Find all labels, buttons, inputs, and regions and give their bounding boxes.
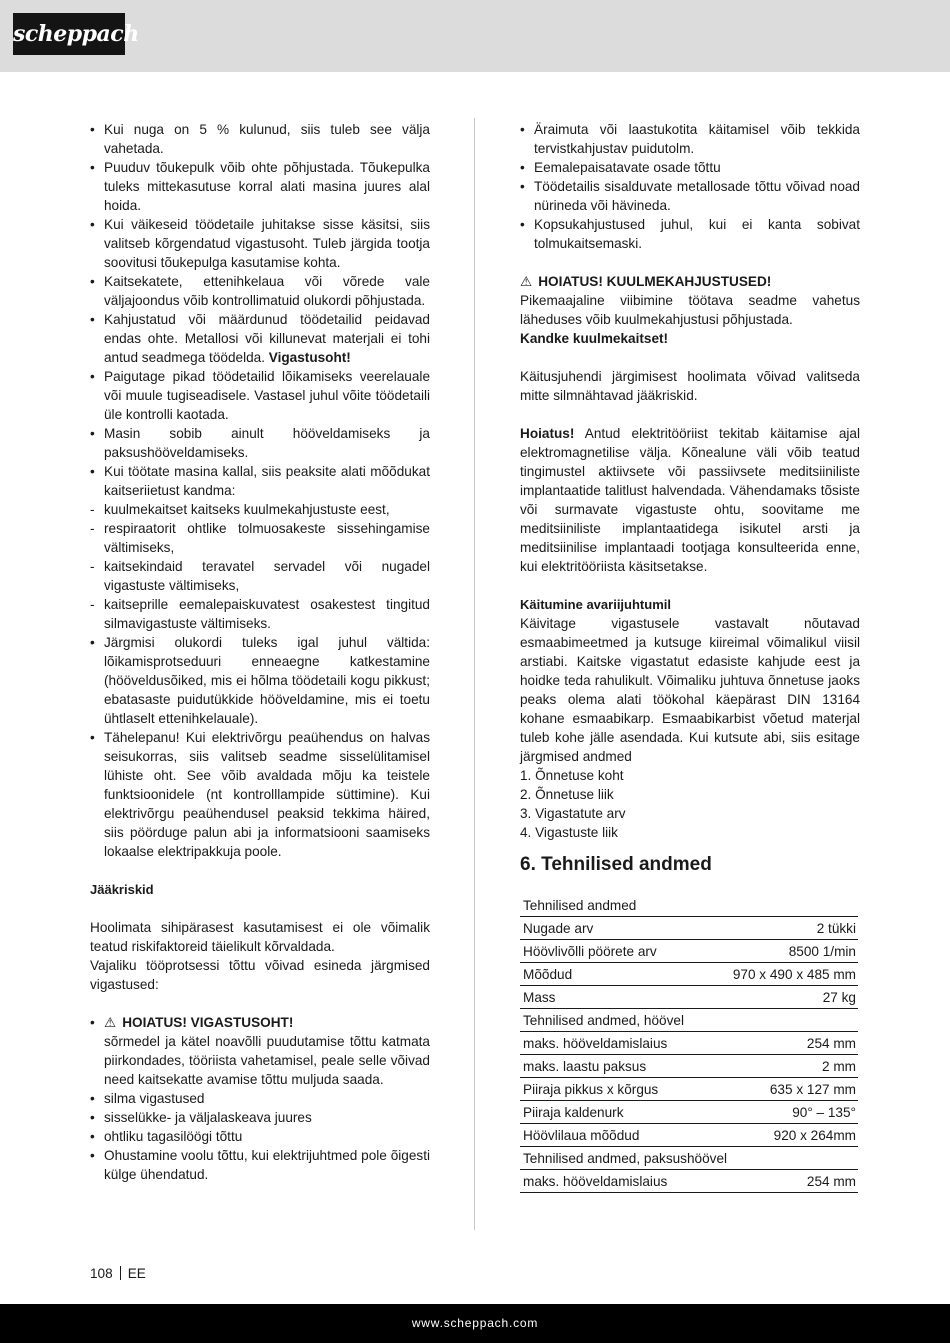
scheppach-logo: scheppach	[13, 13, 125, 55]
spec-value	[730, 1147, 858, 1170]
list-item: • Eemalepaisatavate osade tõttu	[520, 158, 860, 177]
spec-label: Tehnilised andmed, höövel	[520, 1009, 730, 1032]
list-item	[90, 310, 430, 367]
electromagnetic-warning	[520, 424, 860, 576]
separator	[120, 1266, 121, 1280]
list-item: - kaitsekindaid teravatel servadel või nugadel vigastuste vältimiseks,	[90, 557, 430, 595]
list-item-text: Kahjustatud või määrdunud töödetailid peidavad endas ohte. Metallosi või killunevat materjali ei tohi antud seadmega töödelda.	[104, 312, 430, 365]
table-row	[520, 1032, 858, 1055]
table-row	[520, 1009, 858, 1032]
table-row	[520, 1101, 858, 1124]
emergency-heading: Käitumine avariijuhtumil	[520, 597, 671, 612]
list-item: • Töödetailis sisalduvate metallosade tõttu võivad noad nürineda või hävineda.	[520, 177, 860, 215]
page-header	[0, 0, 950, 72]
spec-label: maks. hööveldamislaius	[520, 1170, 730, 1193]
list-item: • ohtliku tagasilöögi tõttu	[90, 1127, 430, 1146]
warning-triangle-icon: ⚠	[104, 1015, 117, 1030]
spec-label: Mõõdud	[520, 963, 730, 986]
table-row	[520, 1055, 858, 1078]
list-item: 3. Vigastatute arv	[520, 806, 626, 821]
list-item: • Tähelepanu! Kui elektrivõrgu peaühendus on halvas seisukorras, siis valitseb seadme sisselülitamisel lühiste oht. See võib avaldada mõju ka teistele funktsioonidele (nt kontrolllampide süttimine). Kui elektrivõrgu peaühendusel peaksid tekkima häired, siis pöörduge palun abi ja informatsiooni saamiseks lokaalse elektripakkuja poole.	[90, 728, 430, 861]
list-item: 4. Vigastuste liik	[520, 825, 618, 840]
page-footer-number	[90, 1266, 146, 1281]
list-item: • Paigutage pikad töödetailid lõikamiseks veerelauale või muule tugiseadisele. Vastasel juhul võite töödetaili üle kontrolli kaotada.	[90, 367, 430, 424]
table-row	[520, 1147, 858, 1170]
list-item-text: Kui töötate masina kallal, siis peaksite alati mõõdukat kaitseriietust kandma:	[104, 464, 430, 498]
manual-note: Käitusjuhendi järgimisest hoolimata võivad valitseda mitte silmnähtavad jääkriskid.	[520, 369, 860, 403]
table-row	[520, 940, 858, 963]
list-item: • Äraimuta või laastukotita käitamisel võib tekkida tervistkahjustav puidutolm.	[520, 120, 860, 158]
spec-label: Piiraja pikkus x kõrgus	[520, 1078, 730, 1101]
list-item: - respiraatorit ohtlike tolmuosakeste sissehingamise vältimiseks,	[90, 519, 430, 557]
page-footer	[0, 1304, 950, 1343]
residual-risks-text-2: Vajaliku tööprotsessi tõttu võivad esineda järgmised vigastused:	[90, 958, 430, 992]
hearing-warning-text: Pikemaajaline viibimine töötava seadme vahetus läheduses võib kuulmekahjustusi põhjustada.	[520, 293, 860, 327]
technical-data-table	[520, 894, 858, 1193]
residual-risks-list	[90, 1013, 430, 1184]
spec-label: Mass	[520, 986, 730, 1009]
list-item: • Puuduv tõukepulk võib ohte põhjustada. Tõukepulka tuleks mittekasutuse korral alati masina juures alal hoida.	[90, 158, 430, 215]
emergency-info-list	[520, 766, 860, 842]
column-divider	[474, 118, 475, 1230]
spec-value: 8500 1/min	[730, 940, 858, 963]
safety-bullet-list-2	[90, 633, 430, 861]
emergency-text: Käivitage vigastusele vastavalt nõutavad esmaabimeetmed ja kutsuge kiireimal võimalikul viisil arstiabi. Kaitske vigastatut edasiste kahjude eest ja hoidke teda rahulikult. Võimaliku juhtuva õnnetuse jaoks peaks olema alati töökohal käepärast DIN 13164 kohane esmaabikarp. Esmaabikarbist võetud materjal tuleb kohe jälle asendada. Kui kutsute abi, siis esitage järgmised andmed	[520, 616, 860, 764]
language-code: EE	[127, 1266, 146, 1281]
spec-label: Tehnilised andmed	[520, 894, 730, 917]
list-item: • Kui väikeseid töödetaile juhitakse sisse käsitsi, siis valitseb kõrgendatud vigastusoht. Tuleb järgida tootja soovitusi tõukepulga kasutamise kohta.	[90, 215, 430, 272]
list-item: • Kui nuga on 5 % kulunud, siis tuleb see välja vahetada.	[90, 120, 430, 158]
list-item: - kuulmekaitset kaitseks kuulmekahjustuste eest,	[90, 500, 430, 519]
list-item	[90, 1013, 430, 1089]
table-row	[520, 1124, 858, 1147]
warning-title-text: HOIATUS! VIGASTUSOHT!	[122, 1015, 294, 1030]
spec-value: 254 mm	[730, 1032, 858, 1055]
spec-label: maks. laastu paksus	[520, 1055, 730, 1078]
spec-value: 254 mm	[730, 1170, 858, 1193]
list-item	[90, 462, 430, 500]
spec-value: 2 mm	[730, 1055, 858, 1078]
list-item: • Kaitsekatete, ettenihkelaua või võrede vale väljajoondus võib kontrollimatuid olukordi põhjustada.	[90, 272, 430, 310]
injury-warning-text: sõrmedel ja kätel noavõlli puudutamise tõttu katmata piirkondades, tööriista vahetamisel, peale selle võivad need kaitsekatte avamise tõttu muljuda saada.	[104, 1034, 430, 1087]
spec-value: 970 x 490 x 485 mm	[730, 963, 858, 986]
spec-value: 920 x 264mm	[730, 1124, 858, 1147]
list-item: • Ohustamine voolu tõttu, kui elektrijuhtmed pole õigesti külge ühendatud.	[90, 1146, 430, 1184]
spec-label: Höövlilaua mõõdud	[520, 1124, 730, 1147]
list-item: • Kopsukahjustused juhul, kui ei kanta sobivat tolmukaitsemaski.	[520, 215, 860, 253]
list-item: 1. Õnnetuse koht	[520, 768, 624, 783]
spec-label: maks. hööveldamislaius	[520, 1032, 730, 1055]
list-item: • silma vigastused	[90, 1089, 430, 1108]
warning-title-text: HOIATUS! KUULMEKAHJUSTUSED!	[538, 274, 772, 289]
right-column	[520, 120, 860, 1193]
warning-triangle-icon: ⚠	[520, 274, 533, 289]
list-item: • Järgmisi olukordi tuleks igal juhul vältida: lõikamisprotseduuri enneaegne katkestamine (hööveldusõiked, mis ei hõlma töödetaili kogu pikkust; ebatasaste puidutükkide hööveldamine, mis ei toetu ühtlaselt ettenihkelauale).	[90, 633, 430, 728]
spec-label: Nugade arv	[520, 917, 730, 940]
section-title: 6. Tehnilised andmed	[520, 854, 712, 875]
em-warning-text: Antud elektritööriist tekitab käitamise ajal elektromagnetilise välja. Kõnealune väli võib teatud tingimustel aktiivsete või passiivsete meditsiiniliste implantaatide talitlust halvendada. Vähendamaks tõsiste või surmavate vigastuste ohtu, soovitame me meditsiiniliste implantaatidega isikutel arsti ja meditsiinilise implantaadi tootjaga konsulteerida enne, kui elektritööriista käsitsetakse.	[520, 426, 860, 574]
residual-risks-heading: Jääkriskid	[90, 882, 154, 897]
spec-value: 27 kg	[730, 986, 858, 1009]
residual-risks-text: Hoolimata sihipärasest kasutamisest ei ole võimalik teatud riskifaktoreid täielikult kõrvaldada.	[90, 920, 430, 954]
table-row	[520, 917, 858, 940]
safety-bullet-list	[90, 120, 430, 500]
spec-label: Höövlivõlli pöörete arv	[520, 940, 730, 963]
hearing-protection-note: Kandke kuulmekaitset!	[520, 331, 669, 346]
list-item: • Masin sobib ainult hööveldamiseks ja paksushööveldamiseks.	[90, 424, 430, 462]
list-item: • sisselükke- ja väljalaskeava juures	[90, 1108, 430, 1127]
list-item: - kaitseprille eemalepaiskuvatest osakestest tingitud silmavigastuste vältimiseks.	[90, 595, 430, 633]
em-warning-label: Hoiatus!	[520, 426, 575, 441]
spec-label: Piiraja kaldenurk	[520, 1101, 730, 1124]
page-number: 108	[90, 1266, 113, 1281]
table-row	[520, 986, 858, 1009]
spec-value	[730, 894, 858, 917]
injury-warning-title	[104, 1013, 430, 1032]
table-row	[520, 1170, 858, 1193]
hearing-warning-title	[520, 272, 860, 291]
list-item: 2. Õnnetuse liik	[520, 787, 614, 802]
spec-label: Tehnilised andmed, paksushöövel	[520, 1147, 730, 1170]
spec-value	[730, 1009, 858, 1032]
spec-value: 2 tükki	[730, 917, 858, 940]
table-row	[520, 894, 858, 917]
table-row	[520, 963, 858, 986]
hazard-bullet-list	[520, 120, 860, 253]
left-column	[90, 120, 430, 1184]
spec-value: 635 x 127 mm	[730, 1078, 858, 1101]
website-link[interactable]: www.scheppach.com	[411, 1316, 539, 1330]
protective-gear-list	[90, 500, 430, 633]
injury-risk-note: Vigastusoht!	[268, 350, 351, 365]
spec-value: 90° – 135°	[730, 1101, 858, 1124]
table-row	[520, 1078, 858, 1101]
